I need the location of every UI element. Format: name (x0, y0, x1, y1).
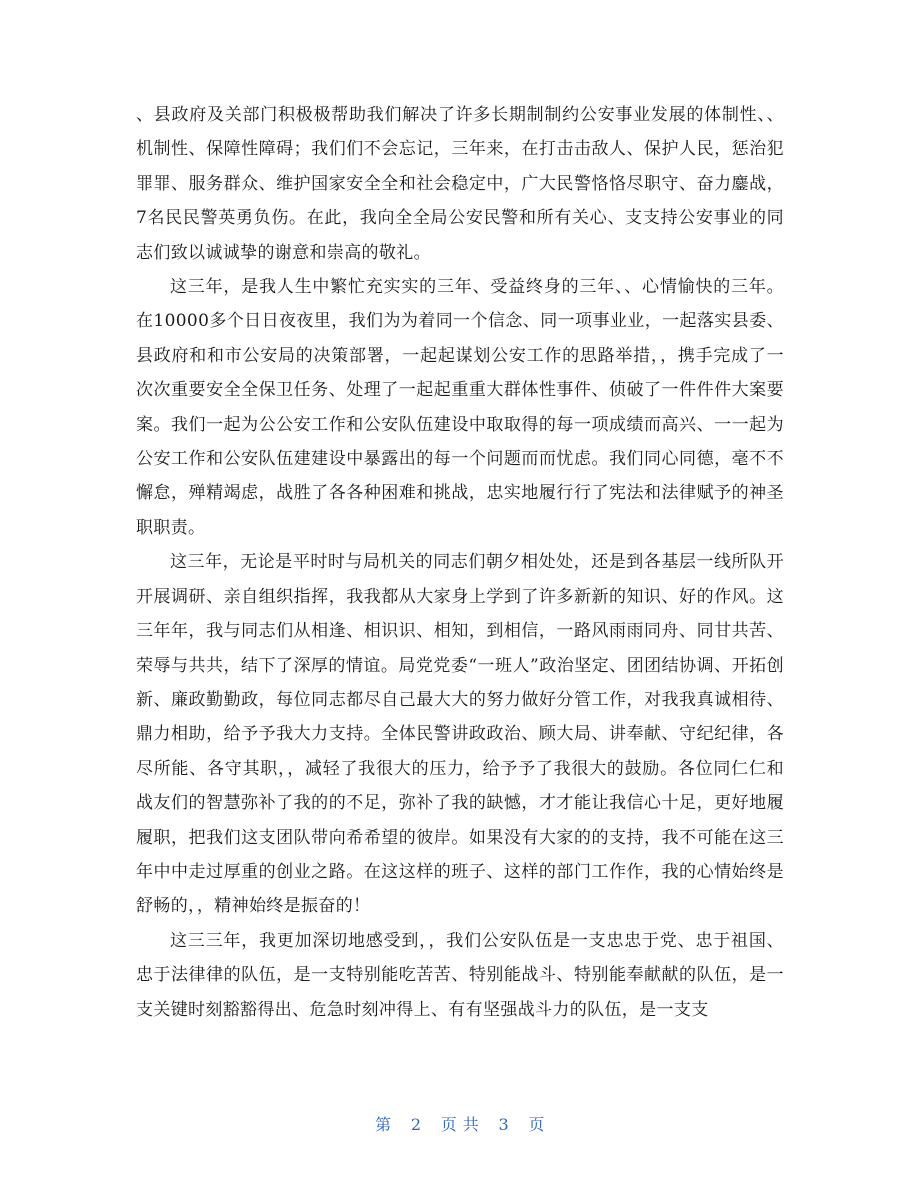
footer-suffix: 页 (528, 1115, 545, 1134)
page-footer (0, 1112, 920, 1135)
footer-total-pages: 3 (498, 1115, 510, 1134)
paragraph-1: 、县政府及关部门积极极帮助我们解决了许多长期制制约公安事业发展的体制性、、机制性、保障性障碍；我们们不会忘记，三年来，在打击击敌人、保护人民，惩治犯罪罪、服务群众、维护国家安全全和社会稳定中，广大民警恪恪尽职守、奋力鏖战，7名民民警英勇负伤。在此，我向全全局公安民警和所有关心、支支持公安事业的同志们致以诚诚挚的谢意和崇高的敬礼。 (136, 105, 784, 263)
paragraph-3: 这三年，无论是平时时与局机关的同志们朝夕相处处，还是到各基层一线所队开开展调研、亲自组织指挥，我我都从大家身上学到了许多新新的知识、好的作风。这三年年，我与同志们从相逢、相识识、相知，到相信，一路风雨雨同舟、同甘共苦、荣辱与共共，结下了深厚的情谊。局党党委“一班人”政治坚定、团团结协调、开拓创新、廉政勤勤政，每位同志都尽自己最大大的努力做好分管工作，对我我真诚相待、鼎力相助，给予予我大力支持。全体民警讲政政治、顾大局、讲奉献、守纪纪律，各尽所能、各守其职，，减轻了我很大的压力，给予予了我很大的鼓励。各位同仁仁和战友们的智慧弥补了我的的不足，弥补了我的缺憾，才才能让我信心十足，更好地履履职，把我们这支团队带向希希望的彼岸。如果没有大家的的支持，我不可能在这三年中中走过厚重的创业之路。在这这样的班子、这样的部门工作作，我的心情始终是舒畅的，，精神始终是振奋的！ (136, 552, 784, 917)
paragraph-2: 这三年，是我人生中繁忙充实实的三年、受益终身的三年、、心情愉快的三年。在10000多个日日夜夜里，我们为为着同一个信念、同一项事业业，一起落实县委、县政府和和市公安局的决策部署，一起起谋划公安工作的思路举措，，携手完成了一次次重要安全全保卫任务、处理了一起起重重大群体性事件、侦破了一件件件大案要案。我们一起为公公安工作和公安队伍建设中取取得的每一项成绩而高兴、一一起为公安工作和公安队伍建建设中暴露出的每一个问题而而忧虑。我们同心同德，毫不不懈怠，殚精竭虑，战胜了各各种困难和挑战，忠实地履行行了宪法和法律赋予的神圣职职责。 (136, 277, 784, 538)
paragraph-4: 这三三年，我更加深切地感受到，，我们公安队伍是一支忠忠于党、忠于祖国、忠于法律律的队伍，是一支特别能吃苦苦、特别能战斗、特别能奉献献的队伍，是一支关键时刻豁豁得出、危急时刻冲得上、有有坚强战斗力的队伍，是一支支 (136, 930, 784, 1020)
document-body (136, 98, 784, 1027)
footer-page-number: 2 (410, 1115, 422, 1134)
footer-middle: 页 共 (440, 1115, 480, 1134)
footer-prefix: 第 (375, 1115, 392, 1134)
